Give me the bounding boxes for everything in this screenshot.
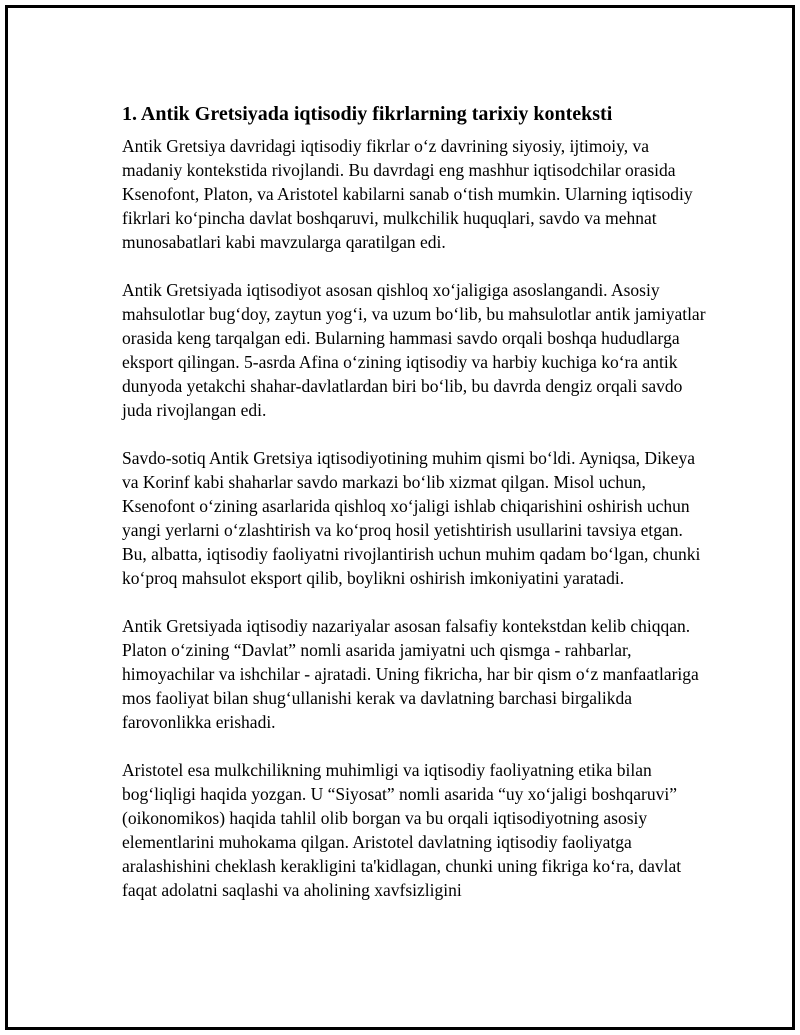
- page-frame: [5, 5, 795, 1030]
- paragraph-3: Savdo-sotiq Antik Gretsiya iqtisodiyotining muhim qismi bo‘ldi. Ayniqsa, Dikeya va Korinf kabi shaharlar savdo markazi bo‘lib xizmat qilgan. Misol uchun, Ksenofont o‘zining asarlarida qishloq xo‘jaligi ishlab chiqarishini oshirish uchun yangi yerlarni o‘zlashtirish va ko‘proq hosil yetishtirish usullarini tavsiya etgan. Bu, albatta, iqtisodiy faoliyatni rivojlantirish uchun muhim qadam bo‘lgan, chunki ko‘proq mahsulot eksport qilib, boylikni oshirish imkoniyatini yaratadi.: [122, 448, 701, 588]
- paragraph-2: Antik Gretsiyada iqtisodiyot asosan qishloq xo‘jaligiga asoslangandi. Asosiy mahsulotlar bug‘doy, zaytun yog‘i, va uzum bo‘lib, bu mahsulotlar antik jamiyatlar orasida keng tarqalgan edi. Bularning hammasi savdo orqali boshqa hududlarga eksport qilingan. 5-asrda Afina o‘zining iqtisodiy va harbiy kuchiga ko‘ra antik dunyoda yetakchi shahar-davlatlardan biri bo‘lib, bu davrda dengiz orqali savdo juda rivojlangan edi.: [122, 280, 706, 420]
- paragraph-5: Aristotel esa mulkchilikning muhimligi va iqtisodiy faoliyatning etika bilan bog‘liqligi haqida yozgan. U “Siyosat” nomli asarida “uy xo‘jaligi boshqaruvi” (oikonomikos) haqida tahlil olib borgan va bu orqali iqtisodiyotning asosiy elementlarini muhokama qilgan. Aristotel davlatning iqtisodiy faoliyatga aralashishini cheklash kerakligini ta'kidlagan, chunki uning fikriga ko‘ra, davlat faqat adolatni saqlashi va aholining xavfsizligini: [122, 760, 682, 900]
- paragraph-4: Antik Gretsiyada iqtisodiy nazariyalar asosan falsafiy kontekstdan kelib chiqqan. Platon o‘zining “Davlat” nomli asarida jamiyatni uch qismga - rahbarlar, himoyachilar va ishchilar - ajratadi. Uning fikricha, har bir qism o‘z manfaatlariga mos faoliyat bilan shug‘ullanishi kerak va davlatning barchasi birgalikda farovonlikka erishadi.: [122, 616, 699, 732]
- section-heading: 1. Antik Gretsiyada iqtisodiy fikrlarning tarixiy konteksti: [122, 103, 613, 125]
- document-body: [122, 100, 712, 926]
- paragraph-1: Antik Gretsiya davridagi iqtisodiy fikrlar o‘z davrining siyosiy, ijtimoiy, va madaniy kontekstida rivojlandi. Bu davrdagi eng mashhur iqtisodchilar orasida Ksenofont, Platon, va Aristotel kabilarni sanab o‘tish mumkin. Ularning iqtisodiy fikrlari ko‘pincha davlat boshqaruvi, mulkchilik huquqlari, savdo va mehnat munosabatlari kabi mavzularga qaratilgan edi.: [122, 136, 693, 252]
